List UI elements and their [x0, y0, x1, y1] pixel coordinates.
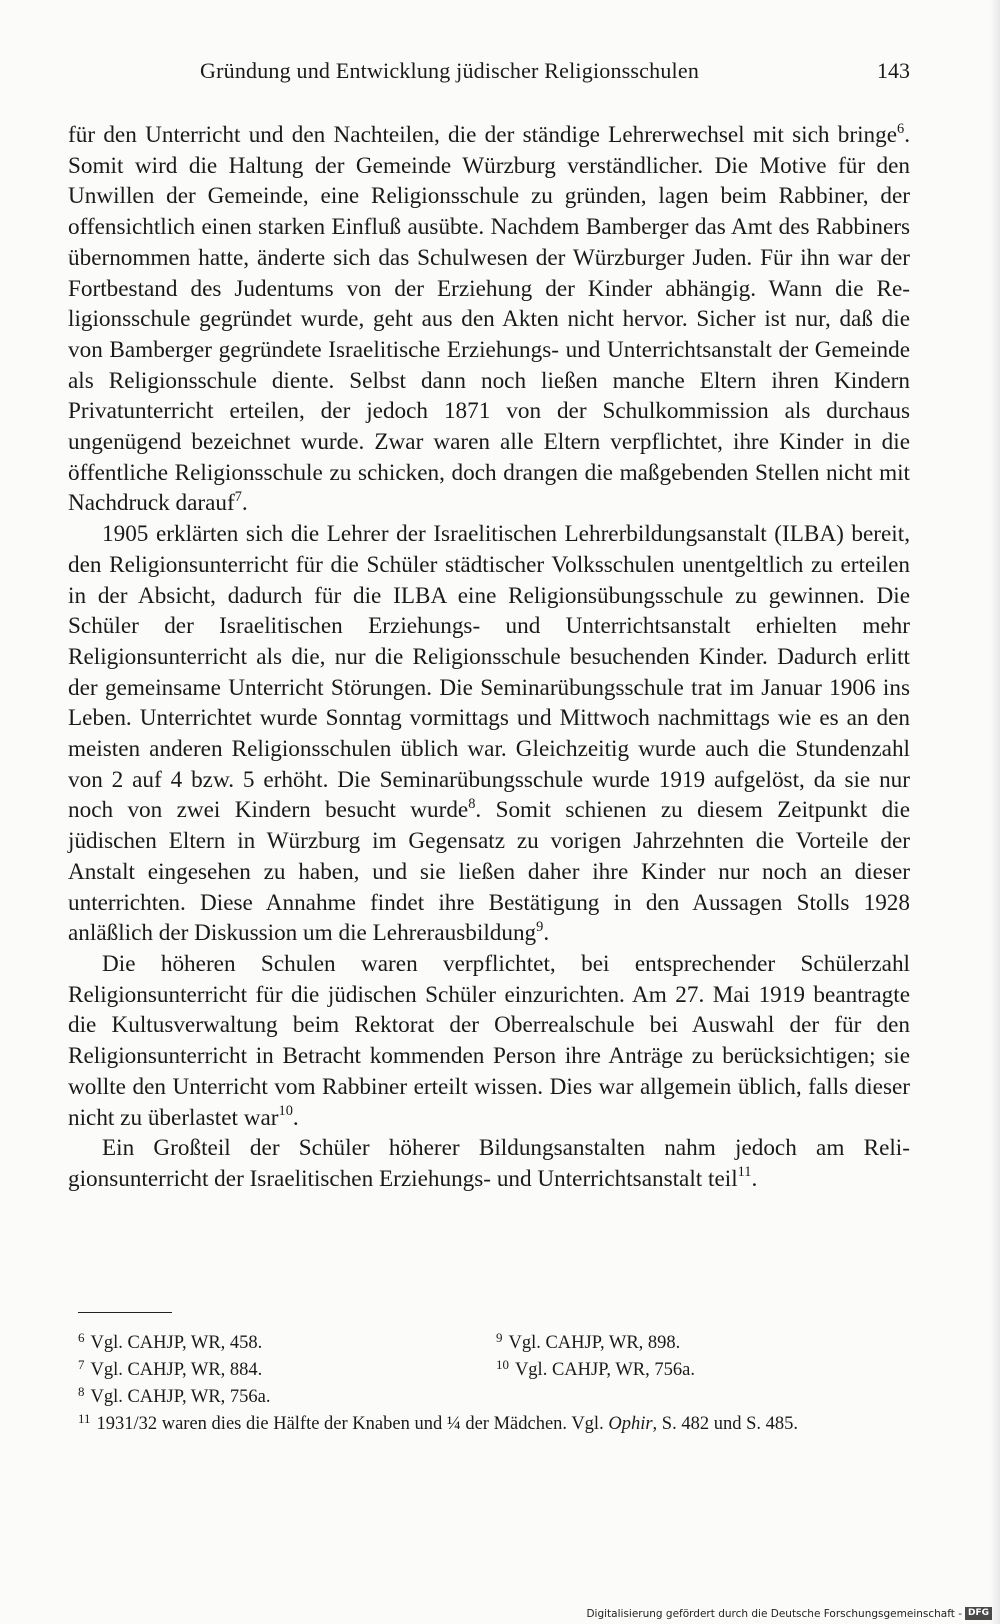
footnotes-left-column	[78, 1330, 496, 1411]
footnote-ref[interactable]: 8	[468, 796, 476, 813]
running-title: Gründung und Entwicklung jüdischer Religionsschulen	[200, 58, 700, 83]
footnote: $^8$ Vgl. CAHJP, WR, 756a.	[78, 1384, 271, 1407]
footnote-ref[interactable]: 10	[278, 1103, 293, 1120]
footnotes	[78, 1330, 914, 1438]
footnote-ref[interactable]: 9	[536, 918, 544, 935]
footnote: $^7$ Vgl. CAHJP, WR, 884.	[78, 1357, 263, 1380]
paragraph: Ein Großteil der Schüler höherer Bildungsanstalten nahm jedoch am Religionsunterricht der Israelitischen Erziehungs- und Unterrichtsanstalt teil$^{11}$.	[68, 1135, 910, 1192]
footnote-divider	[78, 1312, 172, 1313]
footnote-ref[interactable]: 6	[897, 120, 905, 137]
footnote: $^6$ Vgl. CAHJP, WR, 458.	[78, 1330, 263, 1353]
paragraph: Die höheren Schulen waren verpflichtet, bei entsprechender Schülerzahl Religionsunterricht für die jüdischen Schüler einzurichten. Am 27. Mai 1919 beantragte die Kultusverwaltung beim Rektorat der Oberrealschule bei Auswahl der für den Religionsunterricht in Betracht kommenden Person ihre Anträge zu berücksichtigen; sie wollte den Unterricht vom Rabbiner erteilt wissen. Dies war allgemein üblich, falls dieser nicht zu überlastet war$^{10}$.	[68, 950, 910, 1131]
footnote: $^{11}$ 1931/32 waren dies die Hälfte der Knaben und ¼ der Mädchen. Vgl. Ophir, S. 482 und S. 485.	[78, 1411, 798, 1434]
page-number: 143	[877, 58, 910, 83]
footnotes-right-column	[496, 1330, 914, 1411]
digitization-credit: Digitalisierung gefördert durch die Deutsche Forschungsgemeinschaft - DFG	[586, 1607, 992, 1620]
footnote: $^9$ Vgl. CAHJP, WR, 898.	[496, 1330, 681, 1353]
paragraph: für den Unterricht und den Nachteilen, die der ständige Lehrerwechsel mit sich bringe$^6$. Somit wird die Haltung der Gemeinde Würzburg verständlicher. Die Motive für den Unwillen der Gemeinde, eine Religionsschule zu gründen, lagen beim Rabbiner, der offensichtlich einen starken Einfluß ausübte. Nachdem Bamberger das Amt des Rabbiners übernommen hatte, änderte sich das Schulwesen der Würzburger Juden. Für ihn war der Fortbestand des Judentums von der Erziehung der Kinder abhängig. Wann die Religionsschule gegründet wurde, geht aus den Akten nicht hervor. Sicher ist nur, daß die von Bamberger gegründete Israelitische Erziehungs- und Unterrichtsanstalt der Gemeinde als Religionsschule diente. Selbst dann noch ließen manche Eltern ihren Kindern Privatunterricht erteilen, der jedoch 1871 von der Schulkommission als durchaus ungenügend bezeichnet wurde. Zwar waren alle Eltern verpflichtet, ihre Kinder in die öffentliche Religionsschule zu schicken, doch drangen die maßgebenden Stellen nicht mit Nachdruck darauf$^7$.	[68, 120, 910, 517]
dfg-logo: DFG	[965, 1607, 992, 1620]
paragraph: 1905 erklärten sich die Lehrer der Israelitischen Lehrerbildungsanstalt (ILBA) bereit, den Religionsunterricht für die Schüler städtischer Volksschulen unentgeltlich zu erteilen in der Absicht, dadurch für die ILBA eine Religionsübungsschule zu gewinnen. Die Schüler der Israelitischen Erziehungs- und Unterrichtsanstalt erhielten mehr Religionsunterricht als die, nur die Religionsschule besuchenden Kinder. Dadurch erlitt der gemeinsame Unterricht Störungen. Die Seminarübungsschule trat im Januar 1906 ins Leben. Unterrichtet wurde Sonntag vormittags und Mittwoch nachmittags wie es an den meisten anderen Religionsschulen üblich war. Gleichzeitig wurde auch die Stundenzahl von 2 auf 4 bzw. 5 erhöht. Die Seminarübungsschule wurde 1919 aufgelöst, da sie nur noch von zwei Kindern besucht wurde$^8$. Somit schienen zu diesem Zeitpunkt die jüdischen Eltern in Würzburg im Gegensatz zu vorigen Jahrzehnten die Vorteile der Anstalt eingesehen zu haben, und sie ließen daher ihre Kinder nur noch an dieser unterrichten. Diese Annahme findet ihre Bestätigung in den Aussagen Stolls 1928 anläßlich der Diskussion um die Lehrerausbildung$^9$.	[68, 521, 910, 947]
running-header	[200, 58, 910, 98]
footnote-ref[interactable]: 7	[234, 488, 242, 505]
footnote-ref[interactable]: 11	[737, 1164, 752, 1181]
footnote: $^{10}$ Vgl. CAHJP, WR, 756a.	[496, 1357, 695, 1380]
body-text	[68, 120, 910, 1195]
